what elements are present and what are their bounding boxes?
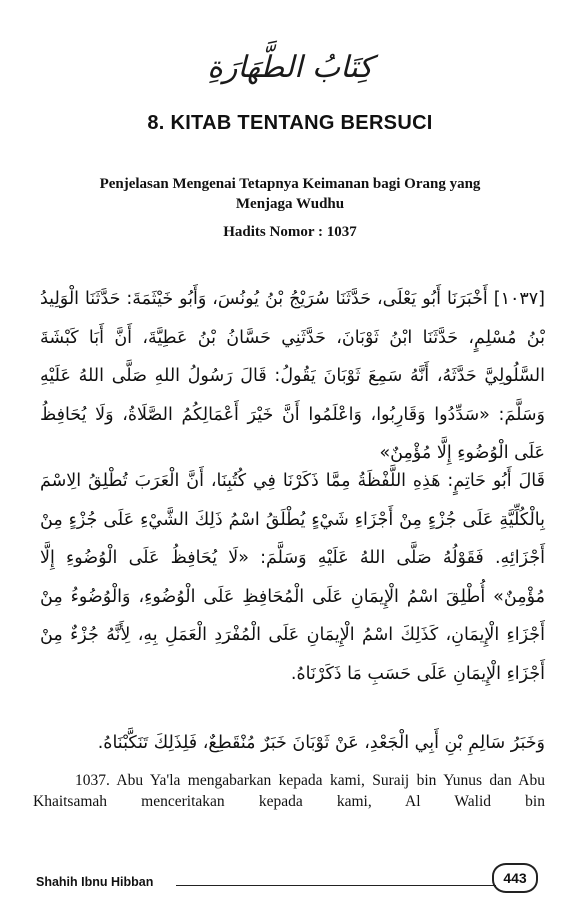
section-subheading: Penjelasan Mengenai Tetapnya Keimanan bagi Orang yang Menjaga Wudhu — [99, 176, 481, 212]
arabic-calligraphy-title: كِتَابُ الطَّهَارَةِ — [207, 50, 373, 85]
indonesian-translation: 1037. Abu Ya'la mengabarkan kepada kami, Suraij bin Yunus dan Abu Khaitsamah menceritakan kepada kami, Al Walid bin — [33, 772, 545, 810]
chapter-title: 8. KITAB TENTANG BERSUCI — [147, 112, 433, 134]
hadith-number: Hadits Nomor : 1037 — [223, 224, 357, 240]
arabic-closing-note: وَخَبَرُ سَالِمِ بْنِ أَبِي الْجَعْدِ، عَنْ ثَوْبَانَ خَبَرٌ مُنْقَطِعٌ، فَلِذَلِكَ تَنَكَّبْنَاهُ. — [97, 733, 545, 753]
footer-divider — [176, 885, 496, 886]
page-number-badge: 443 — [492, 863, 538, 893]
footer-book-name: Shahih Ibnu Hibban — [36, 875, 154, 889]
arabic-hadith-text: [١٠٣٧] أَخْبَرَنَا أَبُو يَعْلَى، حَدَّثَنَا سُرَيْجُ بْنُ يُونُسَ، وَأَبُو خَيْثَمَةَ: حَدَّثَنَا الْوَلِيدُ بْنُ مُسْلِمٍ، حَدَّثَنَا ابْنُ ثَوْبَانَ، حَدَّثَنِي حَسَّانُ بْنُ عَطِيَّةَ، أَنَّ أَبَا كَبْشَةَ السَّلُولِيَّ حَدَّثَهُ، أَنَّهُ سَمِعَ ثَوْبَانَ يَقُولُ: قَالَ رَسُولُ اللهِ صَلَّى اللهُ عَلَيْهِ وَسَلَّمَ: «سَدِّدُوا وَقَارِبُوا، وَاعْلَمُوا أَنَّ خَيْرَ أَعْمَالِكُمُ الصَّلَاةُ، وَلَا يُحَافِظُ عَلَى الْوُضُوءِ إِلَّا مُؤْمِنٌ» — [40, 289, 545, 463]
arabic-commentary: قَالَ أَبُو حَاتِمٍ: هَذِهِ اللَّفْظَةُ مِمَّا ذَكَرْنَا فِي كُتُبِنَا، أَنَّ الْعَرَبَ تُطْلِقُ الِاسْمَ بِالْكُلِّيَّةِ عَلَى جُزْءٍ مِنْ أَجْزَاءِ شَيْءٍ يُطْلَقُ اسْمُ ذَلِكَ الشَّيْءِ عَلَى جُزْءٍ مِنْ أَجْزَائِهِ. فَقَوْلُهُ صَلَّى اللهُ عَلَيْهِ وَسَلَّمَ: «لَا يُحَافِظُ عَلَى الْوُضُوءِ إِلَّا مُؤْمِنٌ» أُطْلِقَ اسْمُ الْإِيمَانِ عَلَى الْمُحَافِظِ عَلَى الْوُضُوءِ، وَالْوُضُوءُ مِنْ أَجْزَاءِ الْإِيمَانِ، كَذَلِكَ اسْمُ الْإِيمَانِ عَلَى الْمُفْرَدِ الْعَمَلِ بِهِ، لِأَنَّهُ جُزْءٌ مِنْ أَجْزَاءِ الْإِيمَانِ عَلَى حَسَبِ مَا ذَكَرْنَاهُ. — [40, 471, 545, 684]
